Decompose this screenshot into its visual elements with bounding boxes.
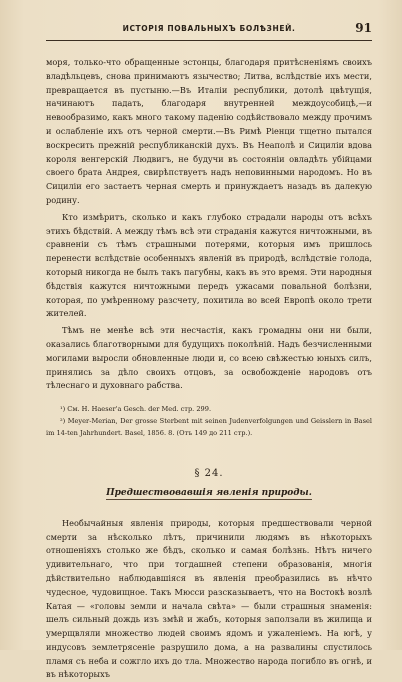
section-number: § 24.	[194, 468, 224, 480]
page-number: 91	[355, 21, 372, 35]
running-title: ИСТОРІЯ ПОВАЛЬНЫХЪ БОЛѢЗНЕЙ.	[122, 24, 296, 33]
footnote-2: ²) Meyer-Merian, Der grosse Sterbent mit seinen Judenverfolgungen und Geisslern in Basel im 14-ten Jahrhundert. Basel, 1856. 8. (Отъ 149 до 211 стр.).	[46, 417, 372, 438]
section-title	[46, 487, 372, 501]
paragraph-2: Кто измѣритъ, сколько и какъ глубоко страдали народы отъ всѣхъ этихъ бѣдствій. А между тѣмъ всѣ эти страданія кажутся ничтожными, въ сравненіи съ тѣмъ страшными потерями, которыя имъ пришлось перенести вслѣдствіе особенныхъ явленій въ природѣ, вслѣдствіе голода, который никогда не былъ такъ пагубны, какъ въ это время. Эти народныя бѣдствія кажутся ничтожными передъ ужасами повальной болѣзни, которая, по умѣренному разсчету, похитила во всей Европѣ около трети жителей.	[46, 211, 372, 319]
footnotes	[46, 403, 372, 439]
paragraph-3: Тѣмъ не менѣе всѣ эти несчастія, какъ громадны они ни были, оказались благотворными для будущихъ поколѣній. Надъ безчисленными могилами выросли обновленные люди и, со всею свѣжестью юныхъ силъ, принялись за дѣло своихъ отцовъ, за освобожденіе народовъ отъ тѣлеснаго и духовнаго рабства.	[46, 325, 372, 391]
paragraph-4: Необычайныя явленія природы, которыя предшествовали черной смерти за нѣсколько лѣтъ, причинили людямъ въ нѣкоторыхъ отношеніяхъ столько же бѣдъ, сколько и самая болѣзнь. Нѣтъ ничего удивительнаго, что при тогдашней степени образованія, многія дѣйствительно наблюдавшіяся въ явленія преобразились въ нѣчто чудесное, чудовищное. Такъ Мюсси разсказываетъ, что на Востокѣ возлѣ Катая — «головы земли и начала свѣта» — были страшныя знаменія: шелъ сильный дождь изъ змѣй и жабъ, которыя заползали въ жилища и умерщвляли множество людей своимъ ядомъ и ужаленіемъ. На югѣ, у индусовъ землетрясеніе разрушило дома, а на развалины спустилось пламя съ неба и сожгло ихъ до тла. Множество народа погибло въ огнѣ, и въ нѣкоторыхъ	[46, 517, 372, 680]
page-header	[46, 21, 372, 41]
page-body	[46, 56, 372, 682]
paragraph-1: моря, только-что обращенные эстонцы, благодаря притѣсненіямъ своихъ владѣльцевъ, снова принимаютъ язычество; Литва, вслѣдствіе ихъ мести, превращается въ пустыню.—Въ Италіи республики, дотолѣ цвѣтущія, начинаютъ падать, благодаря внутренней междоусобицѣ,—и невообразимо, какъ много такому паденію содѣйствовало между прочимъ и ослабленіе ихъ отъ черной смерти.—Въ Римѣ Ріенци тщетно пытался воскресить прежній республиканскій духъ. Въ Неаполѣ и Сициліи вдова короля венгерскій Людвигъ, не будучи въ состояніи овладѣть убійцами своего брата Андрея, свирѣпствуетъ надъ неповинными народомъ. Но въ Сициліи его застаетъ черная смерть и принуждаетъ назадъ въ далекую родину.	[46, 57, 372, 205]
footnote-1: ¹) См. H. Haeser'а Gesch. der Med. стр. 299.	[60, 405, 212, 414]
section-title-text: Предшествовавшія явленія природы.	[106, 487, 312, 498]
